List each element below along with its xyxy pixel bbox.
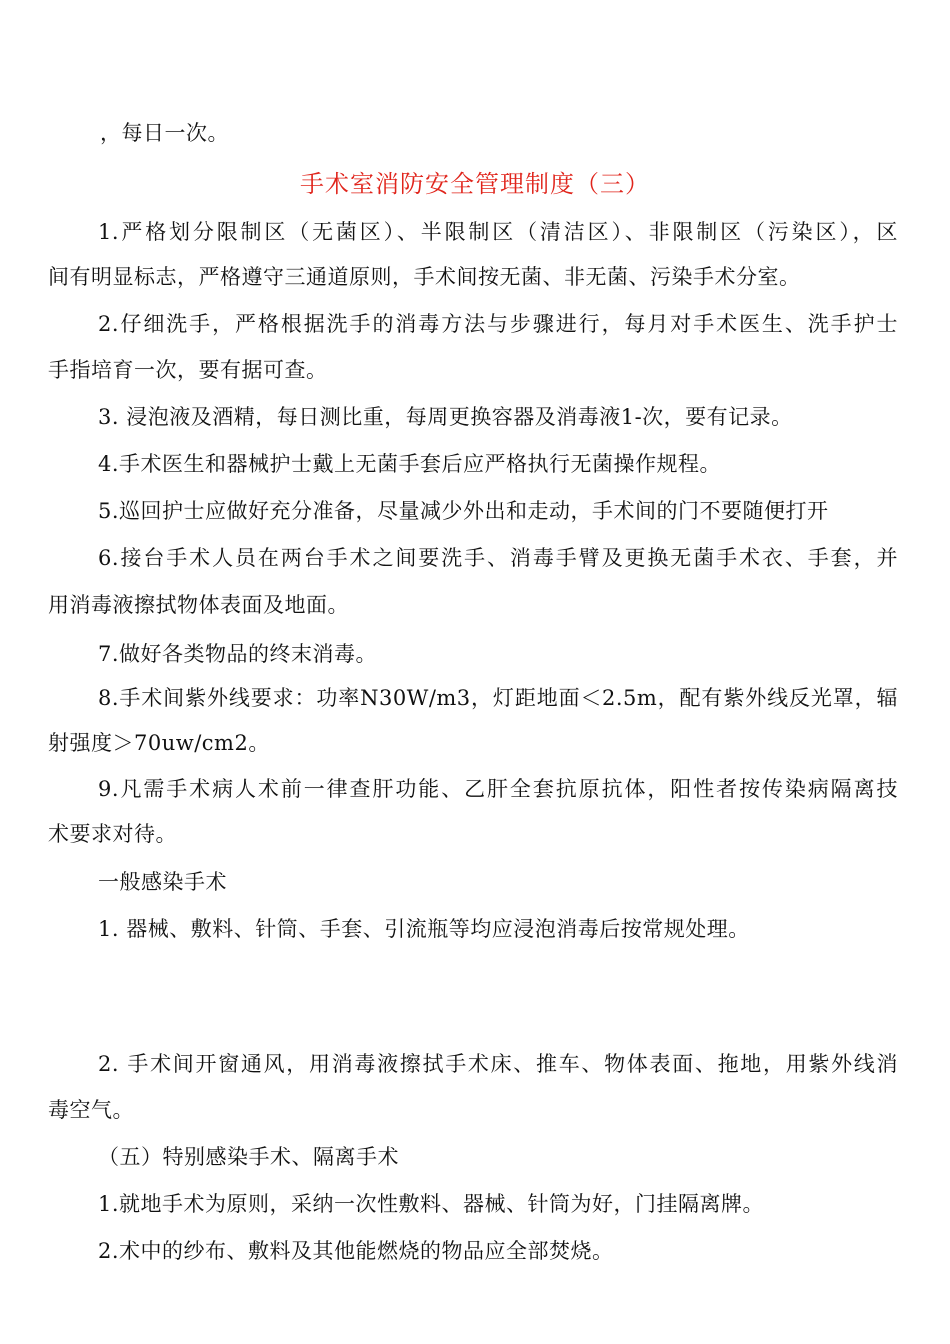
paragraph-line: 2.仔细洗手，严格根据洗手的消毒方法与步骤进行，每月对手术医生、洗手护士 [98, 312, 898, 336]
paragraph-line: 用消毒液擦拭物体表面及地面。 [48, 593, 349, 617]
intro-line: ，每日一次。 [100, 121, 229, 145]
paragraph-line: 毒空气。 [48, 1098, 134, 1122]
section-heading: 一般感染手术 [98, 870, 227, 894]
section-heading: （五）特别感染手术、隔离手术 [98, 1145, 399, 1169]
paragraph-line: 6.接台手术人员在两台手术之间要洗手、消毒手臂及更换无菌手术衣、手套，并 [98, 546, 898, 570]
paragraph-line: 1.就地手术为原则，采纳一次性敷料、器械、针筒为好，门挂隔离牌。 [98, 1192, 765, 1216]
paragraph-line: 1.严格划分限制区（无菌区）、半限制区（清洁区）、非限制区（污染区），区 [98, 220, 898, 244]
paragraph-line: 间有明显标志，严格遵守三通道原则，手术间按无菌、非无菌、污染手术分室。 [48, 265, 801, 289]
paragraph-line: 3. 浸泡液及酒精，每日测比重，每周更换容器及消毒液1-次，要有记录。 [98, 405, 793, 429]
document-title: 手术室消防安全管理制度（三） [300, 170, 650, 198]
paragraph-line: 1. 器械、敷料、针筒、手套、引流瓶等均应浸泡消毒后按常规处理。 [98, 917, 750, 941]
paragraph-line: 5.巡回护士应做好充分准备，尽量减少外出和走动，手术间的门不要随便打开 [98, 499, 829, 523]
paragraph-line: 2. 手术间开窗通风，用消毒液擦拭手术床、推车、物体表面、拖地，用紫外线消 [98, 1052, 898, 1076]
paragraph-line: 7.做好各类物品的终末消毒。 [98, 642, 378, 666]
paragraph-line: 射强度＞70uw/cm2。 [48, 731, 270, 755]
paragraph-line: 2.术中的纱布、敷料及其他能燃烧的物品应全部焚烧。 [98, 1239, 614, 1263]
paragraph-line: 手指培育一次，要有据可查。 [48, 358, 328, 382]
paragraph-line: 术要求对待。 [48, 822, 177, 846]
paragraph-line: 4.手术医生和器械护士戴上无菌手套后应严格执行无菌操作规程。 [98, 452, 722, 476]
paragraph-line: 9.凡需手术病人术前一律查肝功能、乙肝全套抗原抗体，阳性者按传染病隔离技 [98, 777, 898, 801]
paragraph-line: 8.手术间紫外线要求：功率N30W/m3，灯距地面＜2.5m，配有紫外线反光罩，辐 [98, 686, 898, 710]
